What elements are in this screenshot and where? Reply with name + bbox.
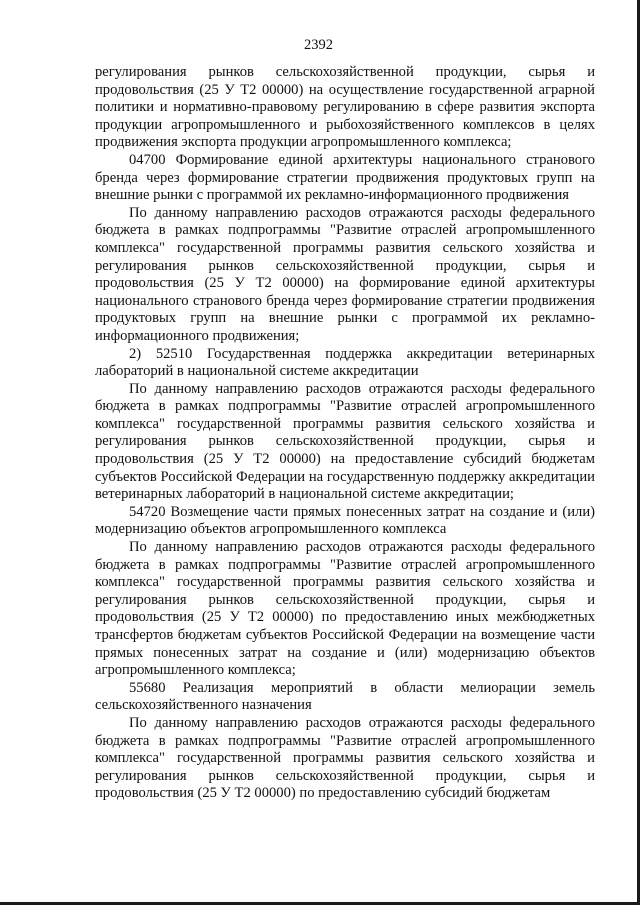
paragraph-body: По данному направлению расходов отражаются расходы федерального бюджета в рамках подпрограммы "Развитие отраслей агропромышленного комплекса" государственной программы развития сельского хозяйства и регулирования рынков сельскохозяйственной продукции, сырья и продовольствия (25 У Т2 00000) по предоставлению иных межбюджетных трансфертов бюджетам субъектов Российской Федерации на возмещение части прямых понесенных затрат на создание и (или) модернизацию объектов агропромышленного комплекса; — [95, 539, 595, 679]
document-body — [95, 64, 595, 803]
paragraph-body: По данному направлению расходов отражаются расходы федерального бюджета в рамках подпрограммы "Развитие отраслей агропромышленного комплекса" государственной программы развития сельского хозяйства и регулирования рынков сельскохозяйственной продукции, сырья и продовольствия (25 У Т2 00000) на формирование единой архитектуры национального странового бренда через формирование стратегии продвижения продуктовых групп на внешние рынки с программой их рекламно-информационного продвижения; — [95, 204, 595, 344]
paragraph-heading-54720: 54720 Возмещение части прямых понесенных затрат на создание и (или) модернизацию объектов агропромышленного комплекса — [95, 503, 595, 538]
paragraph-continuation: регулирования рынков сельскохозяйственной продукции, сырья и продовольствия (25 У Т2 00000) на осуществление государственной аграрной политики и нормативно-правовому регулированию в сфере развития экспорта продукции агропромышленного и рыбохозяйственного комплексов в целях продвижения экспорта продукции агропромышленного комплекса; — [95, 64, 595, 151]
paragraph-heading-55680: 55680 Реализация мероприятий в области мелиорации земель сельскохозяйственного назначения — [95, 679, 595, 714]
page-number: 2392 — [304, 37, 333, 53]
paragraph-heading-52510: 2) 52510 Государственная поддержка аккредитации ветеринарных лабораторий в национальной системе аккредитации — [95, 345, 595, 380]
paragraph-body: По данному направлению расходов отражаются расходы федерального бюджета в рамках подпрограммы "Развитие отраслей агропромышленного комплекса" государственной программы развития сельского хозяйства и регулирования рынков сельскохозяйственной продукции, сырья и продовольствия (25 У Т2 00000) по предоставлению субсидий бюджетам — [95, 714, 595, 802]
paragraph-heading-04700: 04700 Формирование единой архитектуры национального странового бренда через формирование стратегии продвижения продуктовых групп на внешние рынки с программой их рекламно-информационного продвижения — [95, 151, 595, 204]
paragraph-body: По данному направлению расходов отражаются расходы федерального бюджета в рамках подпрограммы "Развитие отраслей агропромышленного комплекса" государственной программы развития сельского хозяйства и регулирования рынков сельскохозяйственной продукции, сырья и продовольствия (25 У Т2 00000) на предоставление субсидий бюджетам субъектов Российской Федерации на государственную поддержку аккредитации ветеринарных лабораторий в национальной системе аккредитации; — [95, 380, 595, 503]
